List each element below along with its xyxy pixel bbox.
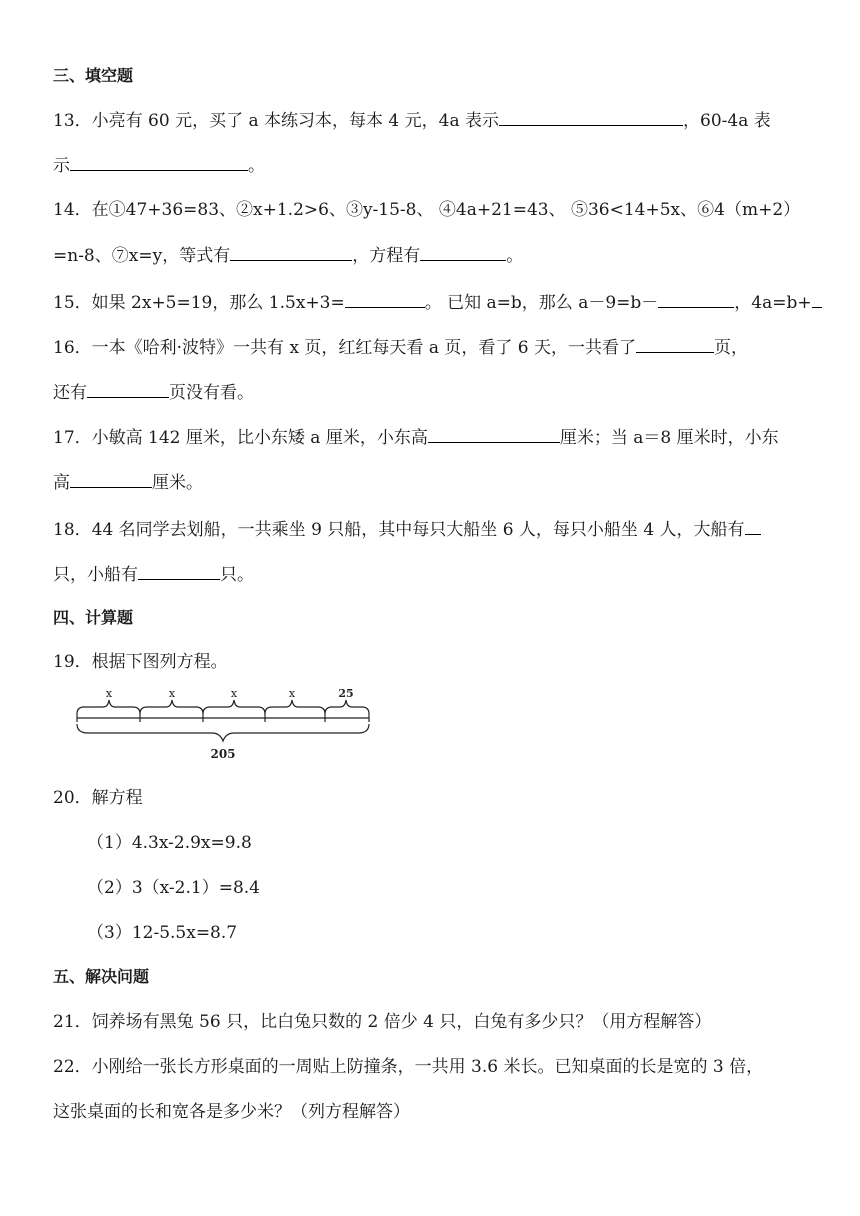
q13-text-c: 示: [53, 156, 70, 176]
answer-blank[interactable]: [230, 243, 352, 261]
q17-text-d: 厘米。: [152, 473, 203, 493]
answer-blank[interactable]: [499, 108, 683, 126]
q17-text-b: 厘米；当 a＝8 厘米时，小东: [559, 428, 779, 448]
q16-text-c: 还有: [53, 383, 87, 403]
question-15: [53, 290, 822, 315]
question-18-line-1: [53, 517, 761, 542]
segment-label: x: [168, 688, 176, 700]
q18-text-c: 只。: [220, 565, 254, 585]
answer-blank[interactable]: [658, 290, 734, 308]
q14-text-d: 。: [506, 246, 524, 266]
answer-blank[interactable]: [345, 290, 425, 308]
q16-text-d: 页没有看。: [169, 383, 254, 403]
question-14-line-2: [53, 243, 523, 268]
q17-text-a: 17．小敏高 142 厘米，比小东矮 a 厘米，小东高: [53, 428, 428, 448]
question-13-line-2: [53, 153, 265, 178]
question-21: 21．饲养场有黑兔 56 只，比白兔只数的 2 倍少 4 只，白兔有多少只？（用方程解答）: [53, 1012, 712, 1032]
q18-text-b: 只，小船有: [53, 565, 138, 585]
question-22-line-1: 22．小刚给一张长方形桌面的一周贴上防撞条，一共用 3.6 米长。已知桌面的长是宽的 3 倍，: [53, 1057, 764, 1077]
answer-blank[interactable]: [745, 517, 761, 535]
question-19: 19．根据下图列方程。: [53, 652, 228, 672]
question-16-line-1: [53, 335, 748, 360]
section-heading-fill: 三、填空题: [53, 66, 134, 85]
answer-blank[interactable]: [138, 562, 220, 580]
question-18-line-2: [53, 562, 254, 587]
answer-blank[interactable]: [636, 335, 714, 353]
section-heading-calc: 四、计算题: [53, 608, 134, 627]
segment-label: 25: [338, 688, 354, 700]
question-20: 20．解方程: [53, 788, 143, 808]
question-16-line-2: [53, 380, 254, 405]
q13-text-b: ，60-4a 表: [683, 111, 771, 131]
q14-text-c: ，方程有: [352, 246, 421, 266]
equation-1: （1）4.3x-2.9x=9.8: [87, 833, 252, 853]
question-17-line-2: [53, 470, 203, 495]
q15-text-a: 15．如果 2x+5=19，那么 1.5x+3=: [53, 293, 345, 313]
answer-blank[interactable]: [428, 425, 560, 443]
q14-text-b: =n-8、⑦x=y，等式有: [53, 246, 231, 266]
equation-2: （2）3（x-2.1）=8.4: [87, 878, 260, 898]
segment-label: x: [105, 688, 113, 700]
answer-blank[interactable]: [812, 290, 822, 308]
q16-text-a: 16．一本《哈利·波特》一共有 x 页，红红每天看 a 页，看了 6 天，一共看了: [53, 338, 636, 358]
q13-text-d: 。: [248, 156, 265, 176]
segment-label: x: [230, 688, 238, 700]
question-13-line-1: [53, 108, 771, 133]
segment-label: x: [288, 688, 296, 700]
q15-text-b: 。 已知 a=b，那么 a－9=b－: [424, 293, 659, 313]
q15-text-c: ，4a=b+: [734, 293, 812, 313]
total-label: 205: [210, 747, 236, 761]
q18-text-a: 18．44 名同学去划船，一共乘坐 9 只船，其中每只大船坐 6 人，每只小船坐 4 人，大船有: [53, 520, 745, 540]
answer-blank[interactable]: [420, 243, 506, 261]
question-17-line-1: [53, 425, 779, 450]
question-22-line-2: 这张桌面的长和宽各是多少米？（列方程解答）: [53, 1102, 410, 1122]
answer-blank[interactable]: [87, 380, 169, 398]
section-heading-solve: 五、解决问题: [53, 967, 150, 986]
line-segment-diagram: [72, 688, 376, 770]
q14-text-a: 14．在①47+36=83、②x+1.2>6、③y-15-8、 ④4a+21=43、 ⑤36<14+5x、⑥4（m+2）: [53, 200, 801, 220]
q16-text-b: 页，: [714, 338, 748, 358]
question-14-line-1: [53, 198, 800, 222]
answer-blank[interactable]: [70, 153, 248, 171]
answer-blank[interactable]: [70, 470, 152, 488]
q17-text-c: 高: [53, 473, 70, 493]
q13-text-a: 13．小亮有 60 元，买了 a 本练习本，每本 4 元，4a 表示: [53, 111, 499, 131]
equation-3: （3）12-5.5x=8.7: [87, 923, 238, 943]
